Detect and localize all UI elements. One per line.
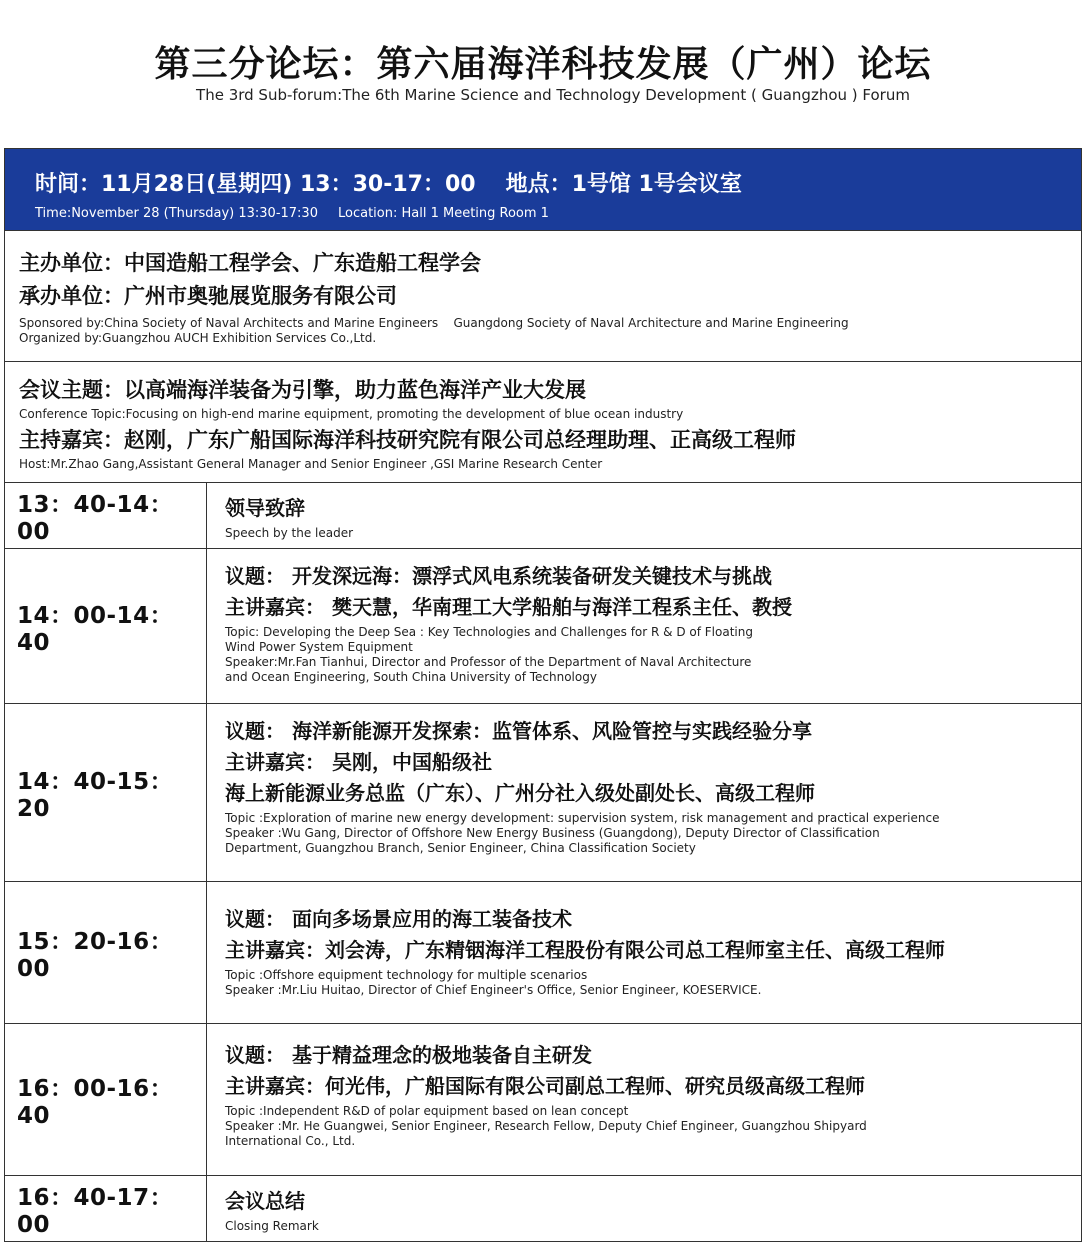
schedule-row — [5, 1024, 1081, 1176]
session-content — [207, 1176, 1081, 1241]
session-text-en: Topic :Offshore equipment technology for multiple scenarios — [225, 968, 588, 982]
session-time: 16：00-16：40 — [5, 1024, 207, 1175]
session-content — [207, 704, 1081, 881]
banner-location-en: Location: Hall 1 Meeting Room 1 — [337, 206, 549, 221]
schedule-table — [4, 148, 1082, 1242]
session-text-en: Speech by the leader — [225, 526, 354, 540]
banner-time-en: Time:November 28 (Thursday) 13:30-17:30 — [35, 206, 318, 221]
session-content — [207, 483, 1081, 548]
session-time: 14：40-15：20 — [5, 704, 207, 881]
organizer-en: Organized by:Guangzhou AUCH Exhibition Services Co.,Ltd. — [19, 331, 377, 345]
session-text-en: Speaker :Mr.Liu Huitao, Director of Chief Engineer's Office, Senior Engineer, KOESERVICE. — [225, 983, 762, 997]
session-text-zh: 主讲嘉宾： 樊天慧，华南理工大学船舶与海洋工程系主任、教授 — [225, 595, 792, 619]
schedule-row — [5, 483, 1081, 549]
page-subtitle: The 3rd Sub-forum:The 6th Marine Science and Technology Development ( Guangzhou ) Forum — [196, 86, 910, 104]
session-text-en: Topic :Exploration of marine new energy development: supervision system, risk management and practical experience — [225, 811, 940, 825]
session-text-en: Speaker :Mr. He Guangwei, Senior Engineer, Research Fellow, Deputy Chief Engineer, Guangzhou Shipyard — [225, 1119, 867, 1133]
page-title: 第三分论坛：第六届海洋科技发展（广州）论坛 — [154, 44, 932, 85]
session-content — [207, 549, 1081, 703]
session-text-en: Wind Power System Equipment — [225, 640, 413, 654]
session-text-zh: 议题： 开发深远海：漂浮式风电系统装备研发关键技术与挑战 — [225, 564, 772, 588]
session-time: 15：20-16：00 — [5, 882, 207, 1023]
session-text-en: Speaker :Wu Gang, Director of Offshore New Energy Business (Guangdong), Deputy Director of Classification — [225, 826, 880, 840]
schedule-row — [5, 1176, 1081, 1242]
host-en: Host:Mr.Zhao Gang,Assistant General Manager and Senior Engineer ,GSI Marine Research Center — [19, 457, 603, 471]
session-text-zh: 会议总结 — [225, 1189, 305, 1213]
session-content — [207, 882, 1081, 1023]
session-text-zh: 主讲嘉宾：何光伟，广船国际有限公司副总工程师、研究员级高级工程师 — [225, 1074, 865, 1098]
theme-section — [5, 362, 1081, 483]
session-text-zh: 海上新能源业务总监（广东）、广州分社入级处副处长、高级工程师 — [225, 781, 815, 805]
session-content — [207, 1024, 1081, 1175]
topic-en: Conference Topic:Focusing on high-end marine equipment, promoting the development of blue ocean industry — [19, 407, 684, 421]
sponsor-zh: 主办单位：中国造船工程学会、广东造船工程学会 — [19, 251, 481, 275]
session-text-en: and Ocean Engineering, South China University of Technology — [225, 670, 597, 684]
session-text-en: Topic :Independent R&D of polar equipment based on lean concept — [225, 1104, 629, 1118]
time-location-banner — [5, 149, 1081, 231]
organizer-zh: 承办单位：广州市奥驰展览服务有限公司 — [19, 284, 397, 308]
schedule-rows — [5, 483, 1081, 1242]
session-text-zh: 主讲嘉宾： 吴刚，中国船级社 — [225, 750, 492, 774]
session-text-en: International Co., Ltd. — [225, 1134, 356, 1148]
schedule-row — [5, 704, 1081, 882]
host-zh: 主持嘉宾：赵刚，广东广船国际海洋科技研究院有限公司总经理助理、正高级工程师 — [19, 428, 796, 452]
banner-time: 时间：11月28日(星期四) 13：30-17：00 — [35, 172, 476, 197]
session-text-en: Closing Remark — [225, 1219, 319, 1233]
session-text-zh: 领导致辞 — [225, 496, 305, 520]
session-time: 14：00-14：40 — [5, 549, 207, 703]
session-text-en: Department, Guangzhou Branch, Senior Engineer, China Classification Society — [225, 841, 696, 855]
sponsor-en: Sponsored by:China Society of Naval Architects and Marine Engineers Guangdong Society of Naval Architecture and Marine Engineering — [19, 316, 849, 330]
session-text-en: Speaker:Mr.Fan Tianhui, Director and Professor of the Department of Naval Architecture — [225, 655, 752, 669]
session-time: 16：40-17：00 — [5, 1176, 207, 1241]
session-time: 13：40-14：00 — [5, 483, 207, 548]
banner-location: 地点：1号馆 1号会议室 — [505, 172, 742, 197]
session-text-zh: 议题： 海洋新能源开发探索：监管体系、风险管控与实践经验分享 — [225, 719, 812, 743]
session-text-en: Topic: Developing the Deep Sea : Key Technologies and Challenges for R & D of Floating — [225, 625, 753, 639]
session-text-zh: 议题： 基于精益理念的极地装备自主研发 — [225, 1043, 592, 1067]
topic-zh: 会议主题：以高端海洋装备为引擎，助力蓝色海洋产业大发展 — [19, 378, 586, 402]
session-text-zh: 议题： 面向多场景应用的海工装备技术 — [225, 907, 572, 931]
schedule-row — [5, 882, 1081, 1024]
organizers-section — [5, 231, 1081, 362]
session-text-zh: 主讲嘉宾：刘会涛，广东精铟海洋工程股份有限公司总工程师室主任、高级工程师 — [225, 938, 945, 962]
schedule-row — [5, 549, 1081, 704]
